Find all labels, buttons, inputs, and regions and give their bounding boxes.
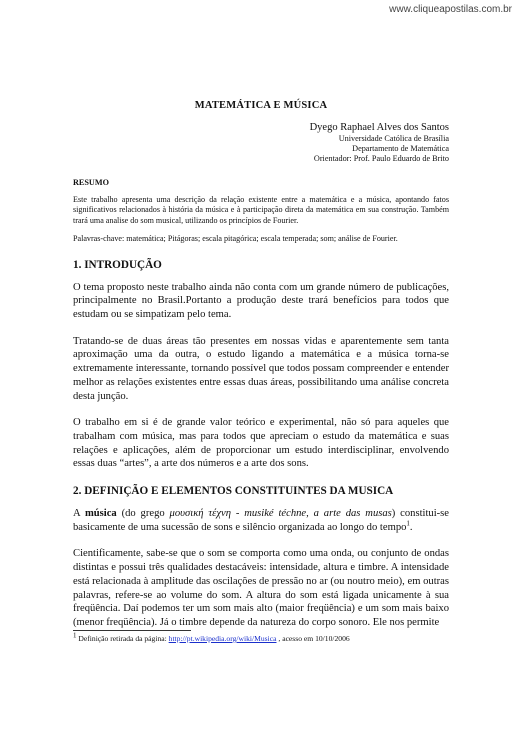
author-advisor: Orientador: Prof. Paulo Eduardo de Brito: [313, 154, 449, 163]
paper-title: MATEMÁTICA E MÚSICA: [194, 100, 328, 111]
author-block: [73, 121, 449, 164]
watermark: www.cliqueapostilas.com.br: [389, 4, 512, 15]
author-name: Dyego Raphael Alves dos Santos: [309, 122, 449, 133]
intro-paragraph-1: O tema proposto neste trabalho ainda não conta com um grande número de publicações, principalmente no Brasil.Portanto a produção deste trará benefícios para todos que estudam ou se simpatizam pelo tema.: [73, 281, 449, 321]
definition-paragraph-1: [73, 507, 449, 534]
author-department: Departamento de Matemática: [352, 144, 449, 153]
footnote-suffix: , acesso em 10/10/2006: [276, 634, 350, 643]
intro-paragraph-3: O trabalho em si é de grande valor teórico e experimental, não só para aqueles que trabalham com música, mas para todos que apreciam o estudo da matemática e suas relações e aplicações, além de proporcionar um estudo interdisciplinar, envolvendo essas duas “artes”, a arte dos números e a arte dos sons.: [73, 417, 449, 470]
document-page: [73, 100, 449, 643]
footnote-divider: [73, 630, 191, 631]
footnote-mark: 1: [73, 631, 77, 640]
definition-text-end: ) constitui-se basicamente de uma sucessão de sons e silêncio organizada ao longo do tempo: [73, 508, 450, 533]
footnote-prefix: Definição retirada da página:: [76, 634, 169, 643]
abstract-text: Este trabalho apresenta uma descrição da relação existente entre a matemática e a música, apontando fatos significativos relacionados à história da música e à participação direta da matemática em sua construção. Também trará uma analise do som musical, utilizando os princípios de Fourier.: [73, 195, 449, 225]
definition-greek: μουσική τέχνη - musiké téchne, a arte das musas: [169, 508, 392, 520]
keywords: Palavras-chave: matemática; Pitágoras; escala pitagórica; escala temperada; som; análise de Fourier.: [73, 234, 398, 244]
footnote-link[interactable]: http://pt.wikipedia.org/wiki/Musica: [168, 634, 277, 643]
definition-text-start: A: [73, 508, 85, 520]
footnote-reference[interactable]: 1: [406, 519, 410, 528]
author-university: Universidade Católica de Brasília: [338, 134, 449, 143]
section-heading-introducao: 1. INTRODUÇÃO: [73, 258, 162, 271]
definition-paragraph-2: Cientificamente, sabe-se que o som se comporta como uma onda, ou conjunto de ondas distintas e possui três qualidades destacáveis: intensidade, altura e timbre. A intensidade está relacionada à amplitude das oscilações de pressão no ar (ou noutro meio), em outras palavras, refere-se ao volume do som. A altura do som está ligada unicamente à sua freqüência. Daí podemos ter um som mais alto (maior freqüência) e um som mais baixo (menor freqüência). Já o timbre depende da natureza do corpo sonoro. Ele nos permite: [73, 548, 449, 628]
section-heading-definicao: 2. DEFINIÇÃO E ELEMENTOS CONSTITUINTES DA MUSICA: [73, 485, 394, 498]
definition-text-mid: (do grego: [116, 508, 170, 520]
footnote: [73, 631, 449, 644]
intro-paragraph-2: Tratando-se de duas áreas tão presentes em nossas vidas e aparentemente sem tanta aproximação uma da outra, o estudo ligando a matemática e a música torna-se extremamente interessante, tornando possível que todos possam compreender e entender melhor as relações existentes entre essas duas áreas, possibilitando uma análise concreta desta junção.: [73, 335, 449, 402]
definition-term: música: [84, 508, 117, 520]
definition-period: .: [409, 521, 413, 533]
abstract-heading: RESUMO: [73, 178, 109, 187]
